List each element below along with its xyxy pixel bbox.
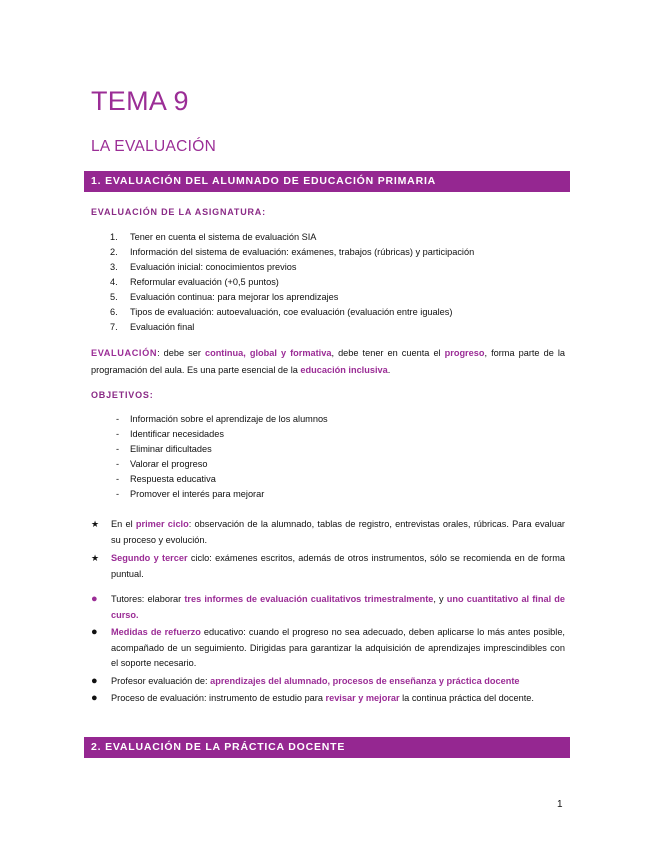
list-item: 3. Evaluación inicial: conocimientos previos <box>110 262 297 272</box>
subheading-evaluacion-asignatura: EVALUACIÓN DE LA ASIGNATURA: <box>91 207 266 217</box>
list-item: ● Tutores: elaborar tres informes de evaluación cualitativos trimestralmente, y uno cuantitativo al final de curso. <box>91 592 565 623</box>
list-item: - Respuesta educativa <box>116 474 216 484</box>
list-item: 4. Reformular evaluación (+0,5 puntos) <box>110 277 279 287</box>
evaluacion-paragraph: EVALUACIÓN: debe ser continua, global y formativa, debe tener en cuenta el progreso, forma parte de la programación del aula. Es una parte esencial de la educación inclusiva. <box>91 348 566 375</box>
list-item: ★ En el primer ciclo: observación de la alumnado, tablas de registro, entrevistas orales, rúbricas. Para evaluar su proceso y evolución. <box>91 516 565 548</box>
page-title: TEMA 9 <box>91 86 189 116</box>
objectives-list <box>116 412 328 502</box>
list-item: - Promover el interés para mejorar <box>116 489 265 499</box>
list-item: 7. Evaluación final <box>110 322 195 332</box>
page-number: 1 <box>557 799 563 810</box>
list-item: - Identificar necesidades <box>116 429 224 439</box>
star-icon: ★ <box>91 519 100 529</box>
list-item: - Eliminar dificultades <box>116 444 212 454</box>
list-item: ● Profesor evaluación de: aprendizajes del alumnado, procesos de enseñanza y práctica docente <box>91 674 565 690</box>
list-item: 2. Información del sistema de evaluación: exámenes, trabajos (rúbricas) y participación <box>110 247 475 257</box>
ciclos-list <box>91 516 565 584</box>
section-2-heading: 2. EVALUACIÓN DE LA PRÁCTICA DOCENTE <box>84 737 570 758</box>
star-icon: ★ <box>91 553 100 563</box>
list-item: - Información sobre el aprendizaje de los alumnos <box>116 414 328 424</box>
bullet-icon: ● <box>91 692 98 704</box>
numbered-list <box>110 230 474 335</box>
list-item: ● Medidas de refuerzo educativo: cuando el progreso no sea adecuado, deben aplicarse lo más antes posible, acompañado de un seguimiento. Dirigidas para garantizar la adquisición de aprendizajes imprescindibles con el soporte necesario. <box>91 625 565 672</box>
subheading-objetivos: OBJETIVOS: <box>91 390 154 400</box>
list-item: 6. Tipos de evaluación: autoevaluación, coe evaluación (evaluación entre iguales) <box>110 307 453 317</box>
list-item: 1. Tener en cuenta el sistema de evaluación SIA <box>110 232 317 242</box>
list-item: 5. Evaluación continua: para mejorar los aprendizajes <box>110 292 339 302</box>
list-item: ● Proceso de evaluación: instrumento de estudio para revisar y mejorar la continua práctica del docente. <box>91 691 565 707</box>
bullet-icon: ● <box>91 593 98 605</box>
bullet-icon: ● <box>91 626 98 638</box>
bullet-list <box>91 592 565 709</box>
page-subtitle: LA EVALUACIÓN <box>91 138 217 155</box>
section-1-heading: 1. EVALUACIÓN DEL ALUMNADO DE EDUCACIÓN PRIMARIA <box>84 171 570 192</box>
list-item: - Valorar el progreso <box>116 459 208 469</box>
bullet-icon: ● <box>91 674 98 687</box>
list-item: ★ Segundo y tercer ciclo: exámenes escritos, además de otros instrumentos, sólo se recomienda en de forma puntual. <box>91 550 565 582</box>
